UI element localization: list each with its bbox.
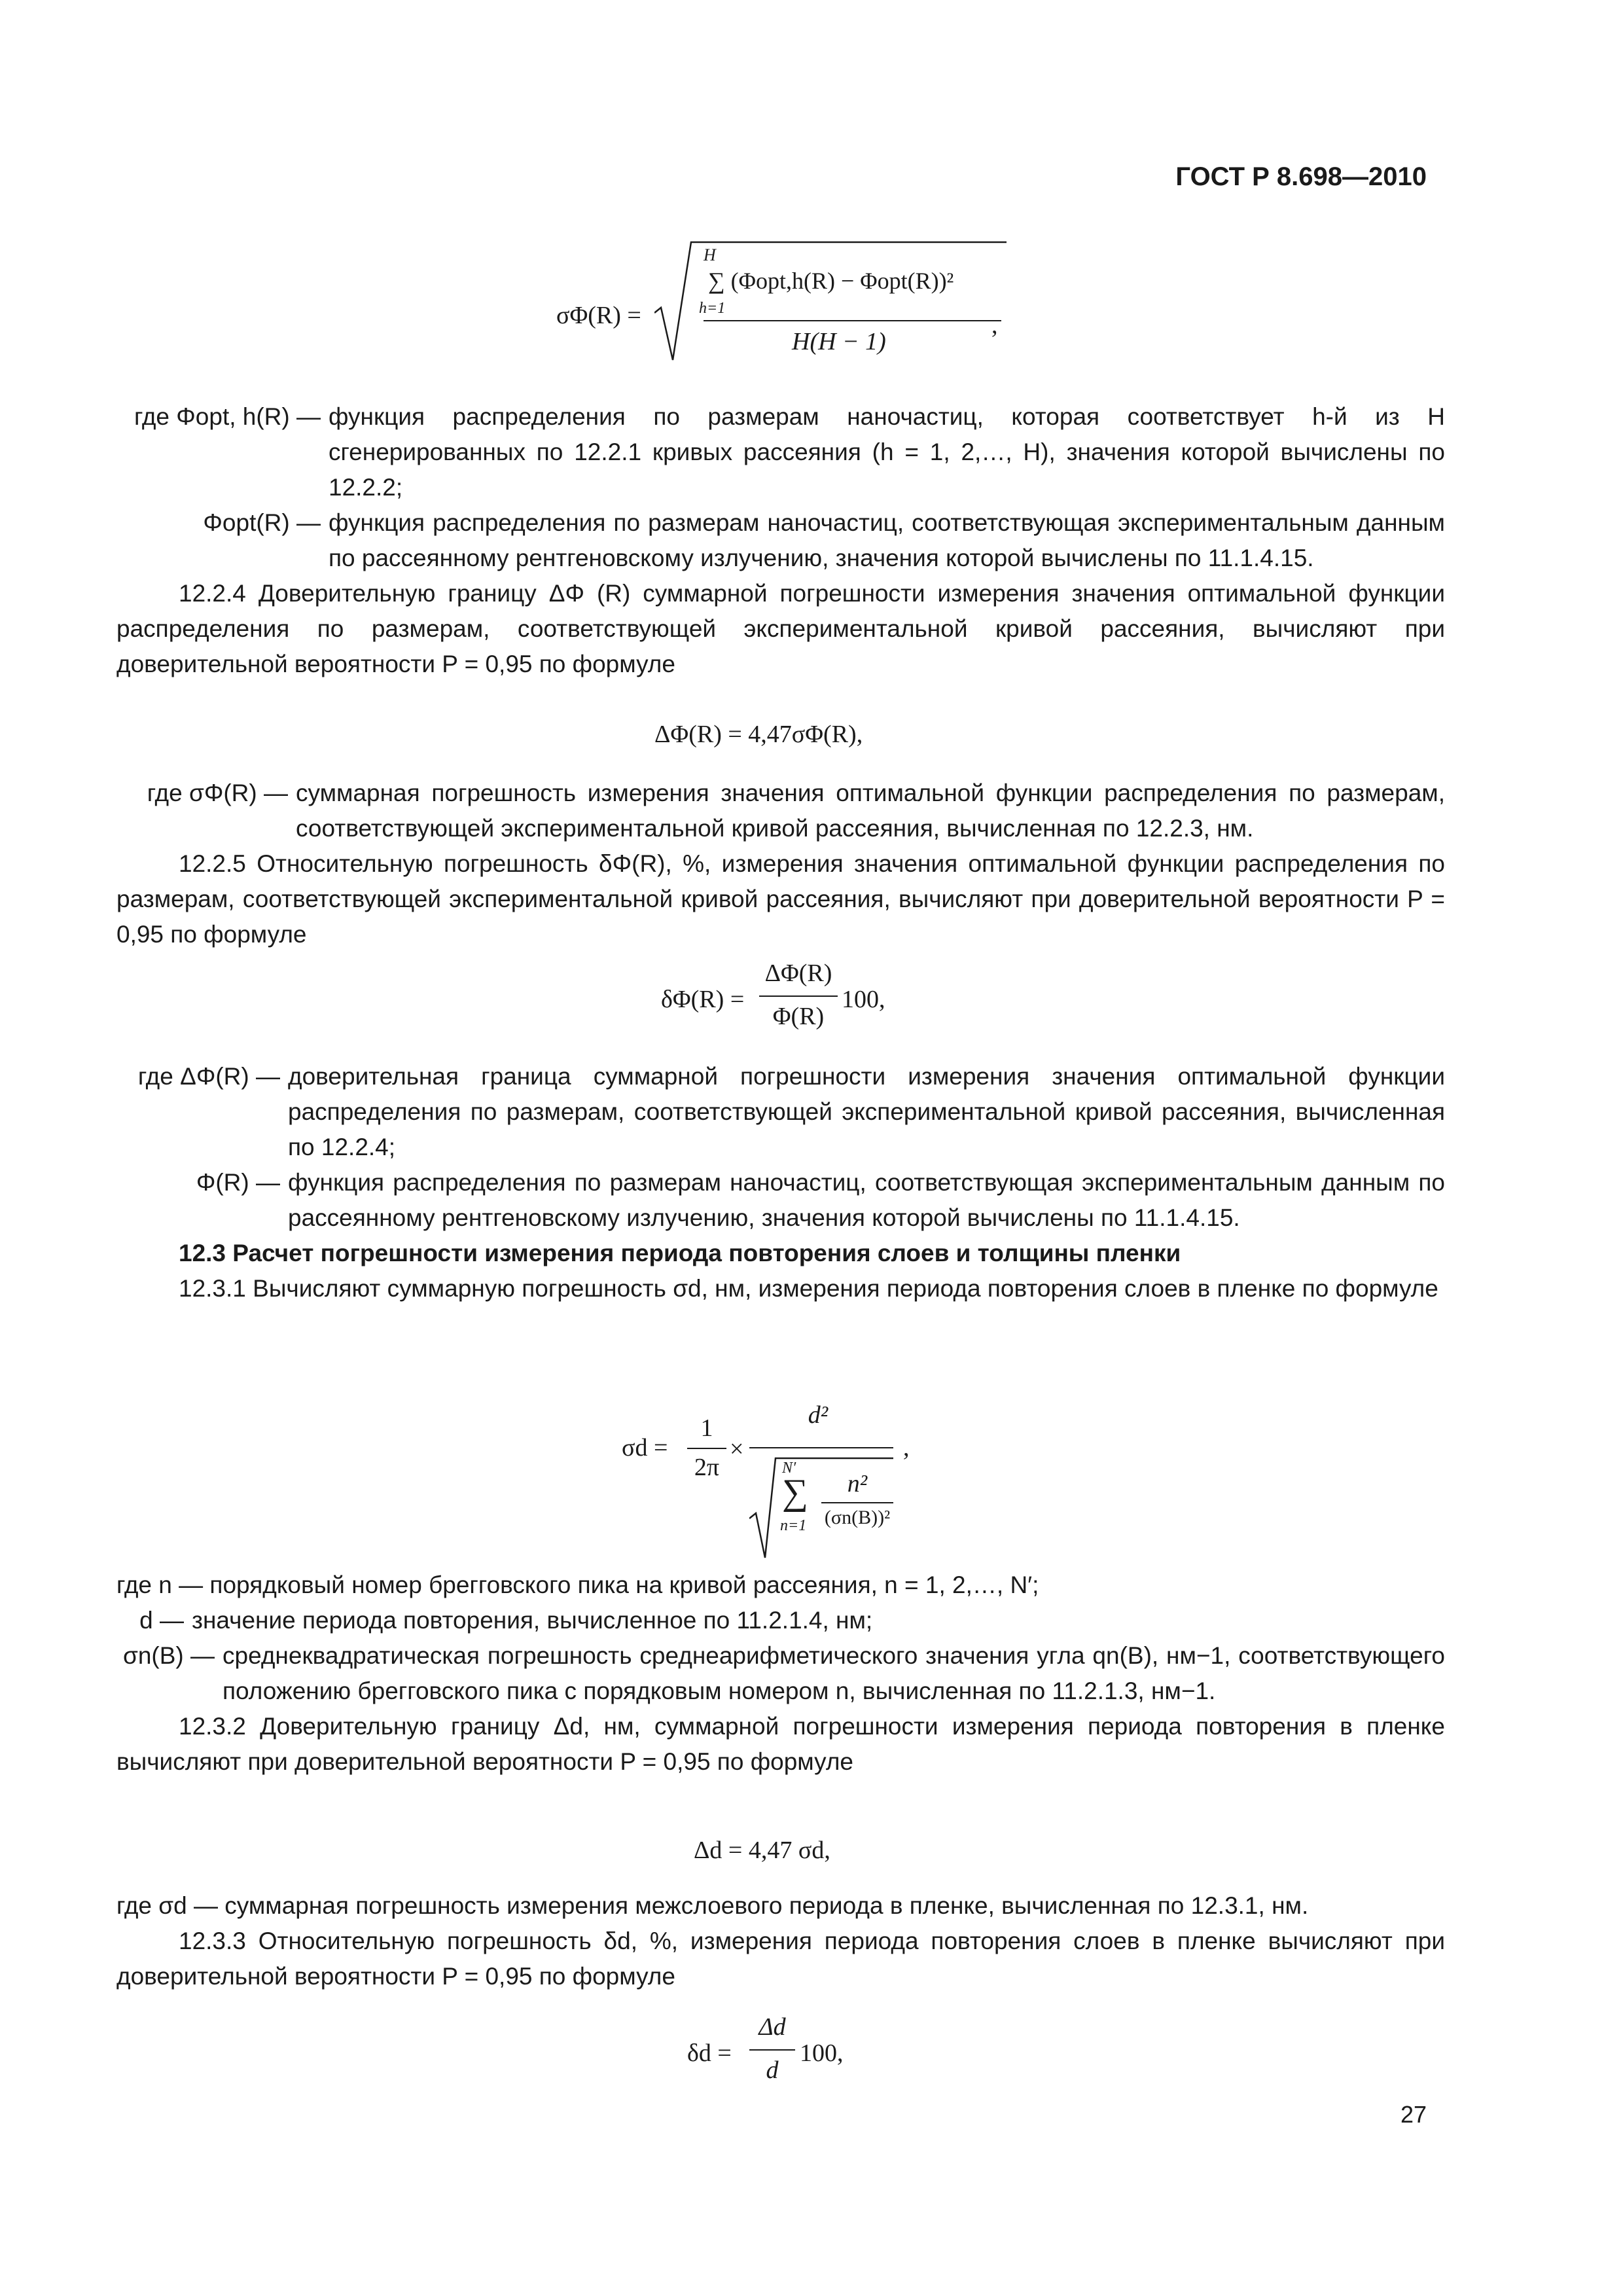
formula-numerator: ∑ (Φopt,h(R) − Φopt(R))² — [708, 268, 954, 294]
formula-tail: 100, — [800, 2039, 844, 2067]
formula-lhs: δd = — [687, 2039, 732, 2067]
definition-text: функция распределения по размерам наночастиц, соответствующая экспериментальным данным по рассеянному рентгеновскому излучению, значения которой вычислены по 11.1.4.15. — [288, 1169, 1445, 1231]
definition-term: σn(B) — — [122, 1642, 215, 1669]
where-block-2 — [116, 776, 1445, 952]
sum-upper: N′ — [782, 1460, 796, 1477]
formula-delta-rel-phi — [661, 959, 955, 1044]
fraction-bar — [749, 2049, 795, 2051]
sum-upper: H — [704, 245, 716, 264]
paragraph-12-2-5: 12.2.5 Относительную погрешность δΦ(R), %, измерения значения оптимальной функции распределения по размерам, соответствующей экспериментальной кривой рассеяния, вычисляют при доверительной вероятности P = 0,95 по формуле — [116, 850, 1445, 948]
definition-row — [116, 399, 1445, 505]
definition-text: среднеквадратическая погрешность среднеарифметического значения угла qn(B), нм−1, соответствующего положению брегговского пика с порядковым номером n, вычисленная по 11.2.1.3, нм−1. — [223, 1642, 1445, 1704]
definition-term: Φopt(R) — — [203, 509, 321, 536]
page-number: 27 — [1400, 2101, 1427, 2128]
formula-lhs: σΦ(R) = — [556, 302, 641, 329]
formula-numerator: ΔΦ(R) — [764, 960, 832, 987]
formula-lhs: δΦ(R) = — [661, 986, 745, 1013]
sum-lower: h=1 — [699, 300, 726, 317]
formula-tail: 100, — [842, 986, 885, 1013]
formula-denominator: H(H − 1) — [792, 328, 886, 355]
definition-row — [116, 1603, 1445, 1638]
definition-row — [116, 505, 1445, 576]
definition-term: d — — [139, 1607, 184, 1634]
formula-denominator: d — [766, 2056, 779, 2084]
definition-row: где n — порядковый номер брегговского пика на кривой рассеяния, n = 1, 2,…, N′; — [116, 1571, 1039, 1598]
section-heading-12-3: 12.3 Расчет погрешности измерения периода повторения слоев и толщины пленки — [179, 1240, 1181, 1266]
definition-term: где ΔΦ(R) — — [137, 1063, 280, 1090]
coef-denominator: 2π — [694, 1454, 720, 1481]
definition-term: где σΦ(R) — — [147, 780, 288, 806]
definition-text: значение периода повторения, вычисленное по 11.2.1.4, нм; — [192, 1607, 873, 1634]
fraction-bar — [687, 1448, 726, 1449]
definition-row — [116, 1165, 1445, 1236]
definition-text: суммарная погрешность измерения значения оптимальной функции распределения по размерам, соответствующей экспериментальной кривой рассеяния, вычисленная по 12.2.3, нм. — [296, 780, 1445, 842]
definition-row — [116, 1059, 1445, 1165]
paragraph-12-3-3: 12.3.3 Относительную погрешность δd, %, измерения периода повторения слоев в пленке вычисляют при доверительной вероятности P = 0,95 по формуле — [116, 1928, 1445, 1990]
where-block-4 — [116, 1568, 1445, 1780]
formula-numerator: Δd — [758, 2013, 786, 2041]
inner-numerator: n² — [847, 1470, 868, 1498]
sum-sign: ∑ — [782, 1472, 808, 1513]
definition-text: функция распределения по размерам наночастиц, соответствующая экспериментальным данным по рассеянному рентгеновскому излучению, значения которой вычислены по 11.1.4.15. — [329, 509, 1445, 571]
where-block-1 — [116, 399, 1445, 682]
formula-lhs: σd = — [622, 1434, 668, 1462]
times-sign: × — [730, 1435, 744, 1463]
standard-code: ГОСТ Р 8.698—2010 — [1175, 162, 1427, 191]
inner-denominator: (σn(B))² — [824, 1507, 891, 1528]
definition-text: функция распределения по размерам наночастиц, которая соответствует h-й из H сгенерированных по 12.2.1 кривых рассеяния (h = 1, 2,…, H), значения которой вычислены по 12.2.2; — [329, 403, 1445, 501]
definition-row — [116, 1638, 1445, 1709]
definition-text: доверительная граница суммарной погрешности измерения значения оптимальной функции распределения по размерам, соответствующей экспериментальной кривой рассеяния, вычисленная по 12.2.4; — [288, 1063, 1445, 1160]
fraction-bar — [759, 996, 838, 997]
formula-denominator: Φ(R) — [772, 1003, 825, 1030]
formula-delta-d: Δd = 4,47 σd, — [694, 1837, 830, 1864]
formula-sigma-d — [622, 1394, 988, 1564]
sum-lower: n=1 — [780, 1517, 807, 1534]
where-block-3 — [116, 1059, 1445, 1306]
definition-row — [116, 776, 1445, 846]
fraction-bar — [821, 1502, 893, 1503]
definition-row: где σd — суммарная погрешность измерения межслоевого периода в пленке, вычисленная по 12.3.1, нм. — [116, 1892, 1309, 1919]
formula-tail: , — [903, 1434, 910, 1462]
sqrt-sign — [749, 1446, 900, 1564]
paragraph-12-3-2: 12.3.2 Доверительную границу Δd, нм, суммарной погрешности измерения периода повторения в пленке вычисляют при доверительной вероятности P = 0,95 по формуле — [116, 1713, 1445, 1775]
definition-term: где Φopt, h(R) — — [134, 403, 321, 430]
formula-sigma-phi — [556, 236, 1001, 367]
formula-numerator: d² — [808, 1401, 829, 1429]
paragraph-12-2-4: 12.2.4 Доверительную границу ΔΦ (R) суммарной погрешности измерения значения оптимальной функции распределения по размерам, соответствующей экспериментальной кривой рассеяния, вычисляют при доверительной вероятности P = 0,95 по формуле — [116, 580, 1445, 677]
formula-delta-phi: ΔΦ(R) = 4,47σΦ(R), — [654, 721, 863, 748]
where-block-5 — [116, 1888, 1445, 1994]
formula-comma: , — [991, 312, 998, 339]
definition-term: Φ(R) — — [196, 1169, 280, 1196]
coef-numerator: 1 — [700, 1414, 713, 1442]
formula-delta-rel-d — [687, 2013, 883, 2098]
paragraph-12-3-1: 12.3.1 Вычисляют суммарную погрешность σd, нм, измерения периода повторения слоев в пленке по формуле — [179, 1275, 1438, 1302]
